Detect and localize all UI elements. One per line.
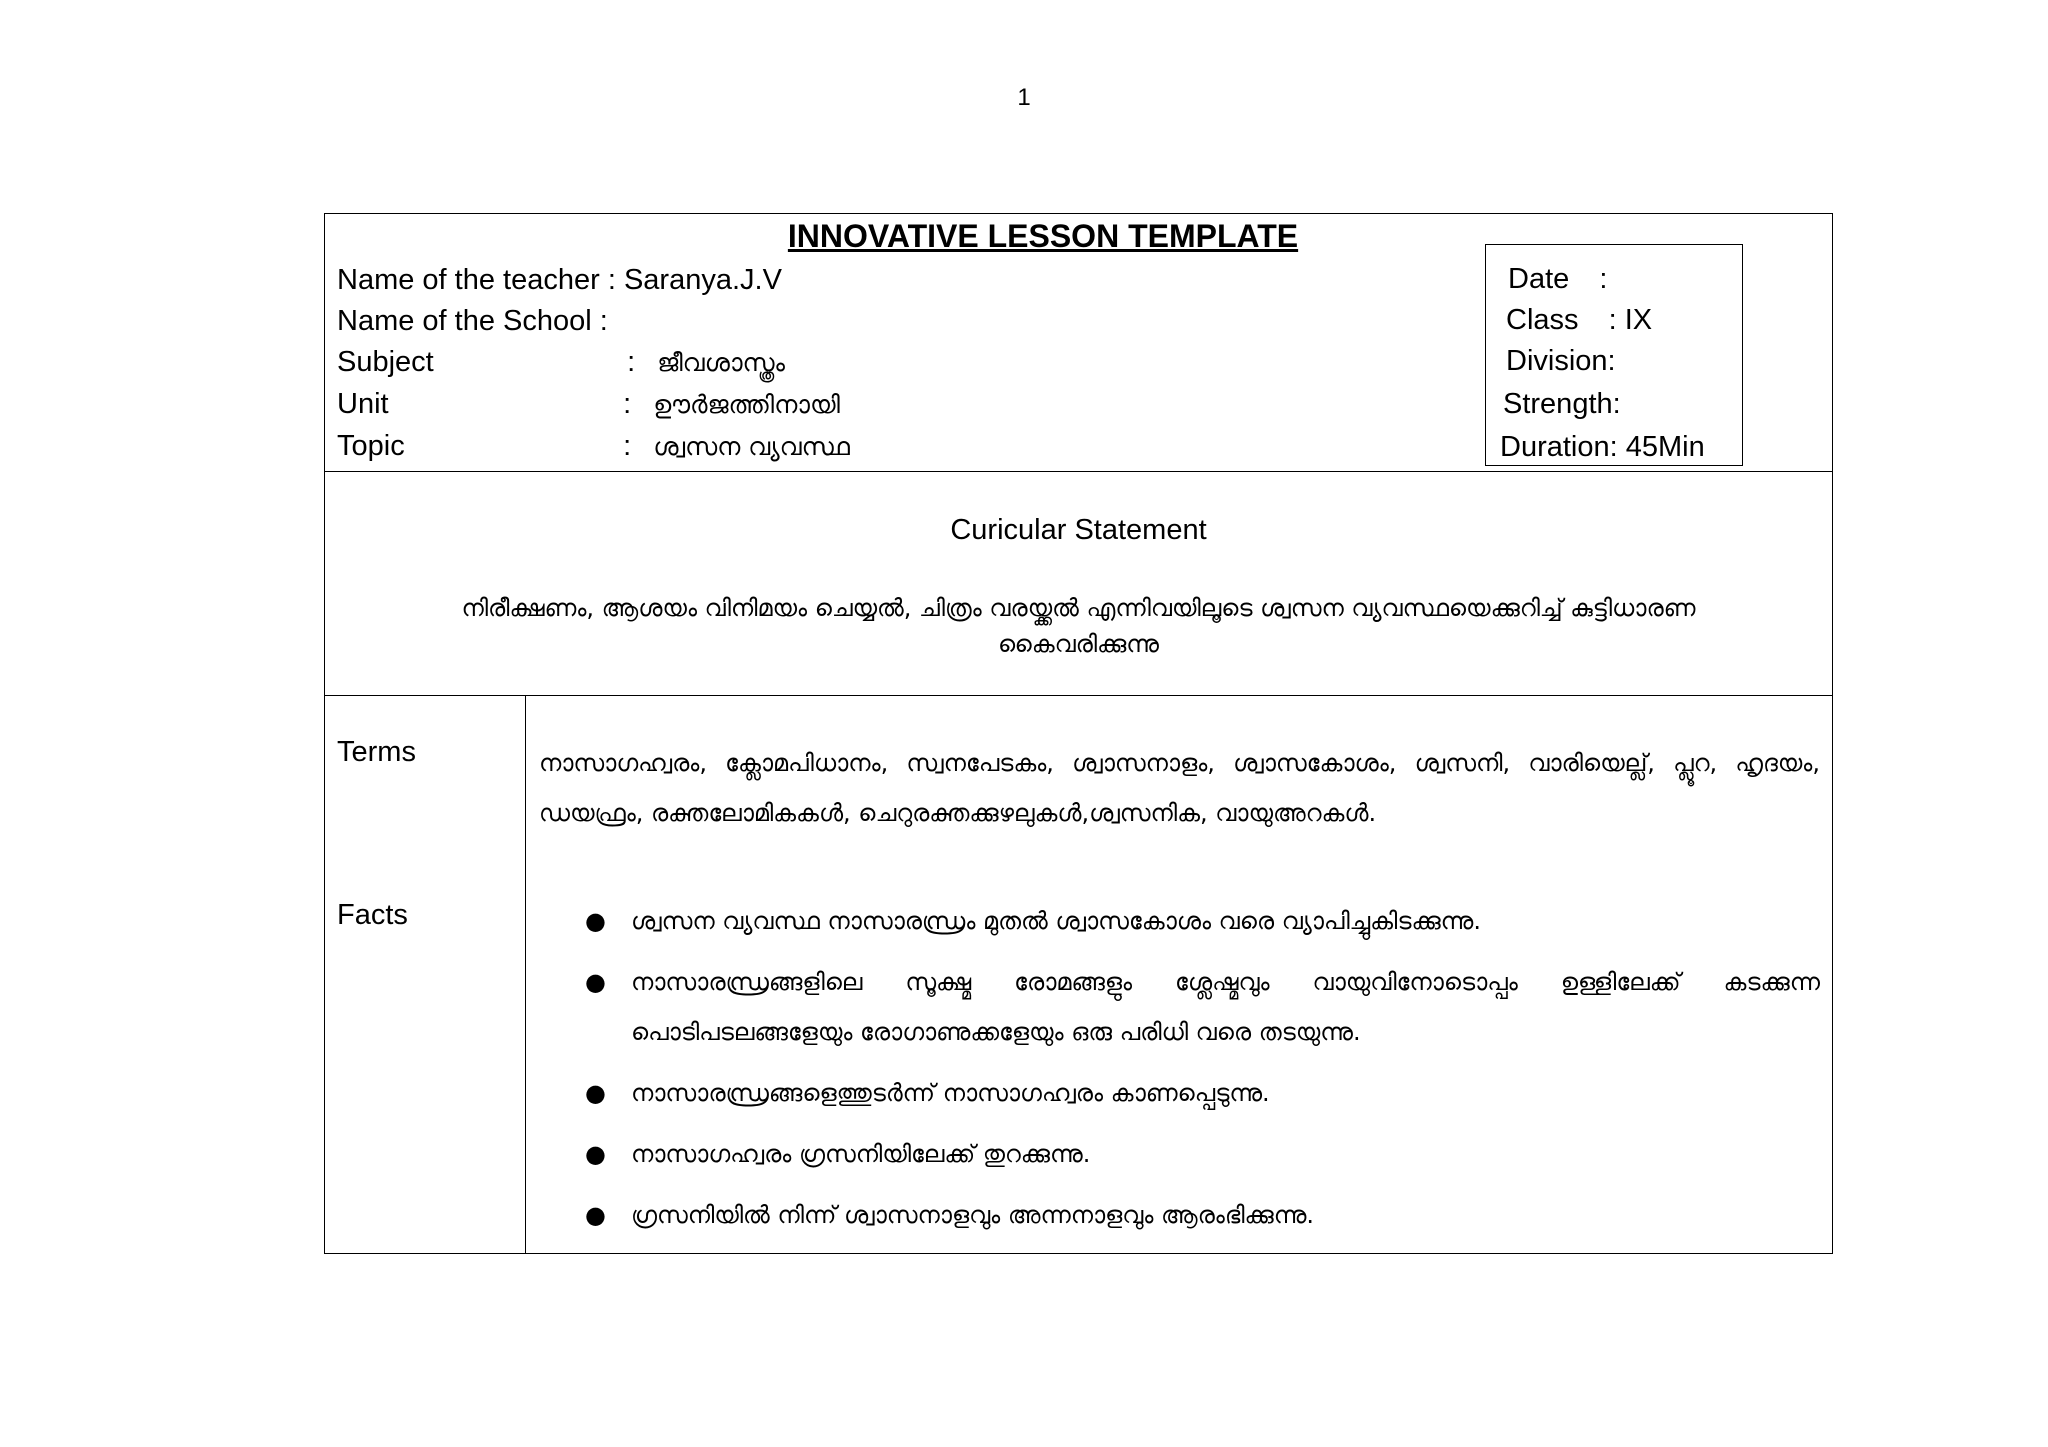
topic-label: Topic [337,430,405,462]
fact-text: നാസാരന്ധ്രങ്ങളെത്തുടർന്ന് നാസാഗഹ്വരം കാണപ്പെടുന്നു. [631,1079,1270,1107]
list-item [585,1068,1820,1118]
school-row: Name of the School : [337,305,608,337]
list-item [585,1190,1820,1240]
teacher-value: Saranya.J.V [623,264,782,296]
bullet-icon: ● [585,1140,606,1168]
strength-row: Strength: [1503,388,1621,420]
facts-list [585,896,1820,1251]
terms-text: നാസാഗഹ്വരം, ക്ലോമപിധാനം, സ്വനപേടകം, ശ്വാസനാളം, ശ്വാസകോശം, ശ്വസനി, വാരിയെല്ല്, പ്ലൂറ, ഹൃദയം, ഡയഫ്രം, രക്തലോമികകൾ, ചെറുരക്തക്കുഴലുകൾ,ശ്വസനിക, വായുഅറകൾ. [539,749,1820,827]
fact-text: നാസാരന്ധ്രങ്ങളിലെ സൂക്ഷ്മ രോമങ്ങളും ശ്ലേഷ്മവും വായുവിനോടൊപ്പം ഉള്ളിലേക്ക് കടക്കുന്ന പൊടിപടലങ്ങളേയും രോഗാണുക്കളേയും ഒരു പരിധി വരെ തടയുന്നു. [631,968,1820,1046]
strength-label: Strength [1503,388,1613,420]
teacher-row: Name of the teacher : Saranya.J.V [337,264,782,296]
school-label: Name of the School [337,305,592,337]
class-label: Class [1506,304,1579,336]
subject-label: Subject [337,346,434,378]
curricular-statement: നിരീക്ഷണം, ആശയം വിനിമയം ചെയ്യൽ, ചിത്രം വരയ്ക്കൽ എന്നിവയിലൂടെ ശ്വസന വ്യവസ്ഥയെക്കുറിച്ച് കുട്ടിധാരണ കൈവരിക്കുന്നു [461,594,1696,658]
lesson-meta-box [1485,244,1743,466]
header-section [325,214,1832,472]
division-row: Division: [1506,345,1616,377]
date-row: Date : [1508,263,1608,295]
date-label: Date [1508,263,1570,295]
unit-label: Unit [337,388,389,420]
subject-row: Subject : ജീവശാസ്ത്രം [337,346,785,378]
division-label: Division [1506,345,1608,377]
document-title: INNOVATIVE LESSON TEMPLATE [787,218,1299,254]
bullet-icon: ● [585,907,606,935]
fact-text: ഗ്രസനിയിൽ നിന്ന് ശ്വാസനാളവും അന്നനാളവും ആരംഭിക്കുന്നു. [631,1201,1315,1229]
bullet-icon: ● [585,968,606,996]
list-item [585,896,1820,946]
terms-label: Terms [337,736,416,768]
unit-value: ഊർജത്തിനായി [653,390,840,419]
bullet-icon: ● [585,1201,606,1229]
curricular-section [325,472,1832,696]
teacher-label: Name of the teacher [337,264,600,296]
bullet-icon: ● [585,1079,606,1107]
curricular-title: Curicular Statement [950,514,1207,546]
list-item [585,1129,1820,1179]
duration-value: 45Min [1625,431,1705,463]
row-label-column [325,696,526,1253]
subject-value: ജീവശാസ്ത്രം [657,348,785,377]
unit-row: Unit : ഊർജത്തിനായി [337,388,840,420]
duration-row: Duration: 45Min [1500,431,1705,463]
class-row: Class : IX [1506,304,1653,336]
topic-value: ശ്വസന വ്യവസ്ഥ [653,432,850,461]
topic-row: Topic : ശ്വസന വ്യവസ്ഥ [337,430,850,462]
duration-label: Duration [1500,431,1610,463]
fact-text: ശ്വസന വ്യവസ്ഥ നാസാരന്ധ്രം മുതൽ ശ്വാസകോശം വരെ വ്യാപിച്ചുകിടക്കുന്നു. [631,907,1481,935]
fact-text: നാസാഗഹ്വരം ഗ്രസനിയിലേക്ക് തുറക്കുന്നു. [631,1140,1091,1168]
class-value: IX [1624,304,1653,336]
facts-label: Facts [337,899,408,931]
page-number: 1 [1017,84,1031,111]
lesson-template-table [324,213,1833,1254]
list-item [585,957,1820,1057]
